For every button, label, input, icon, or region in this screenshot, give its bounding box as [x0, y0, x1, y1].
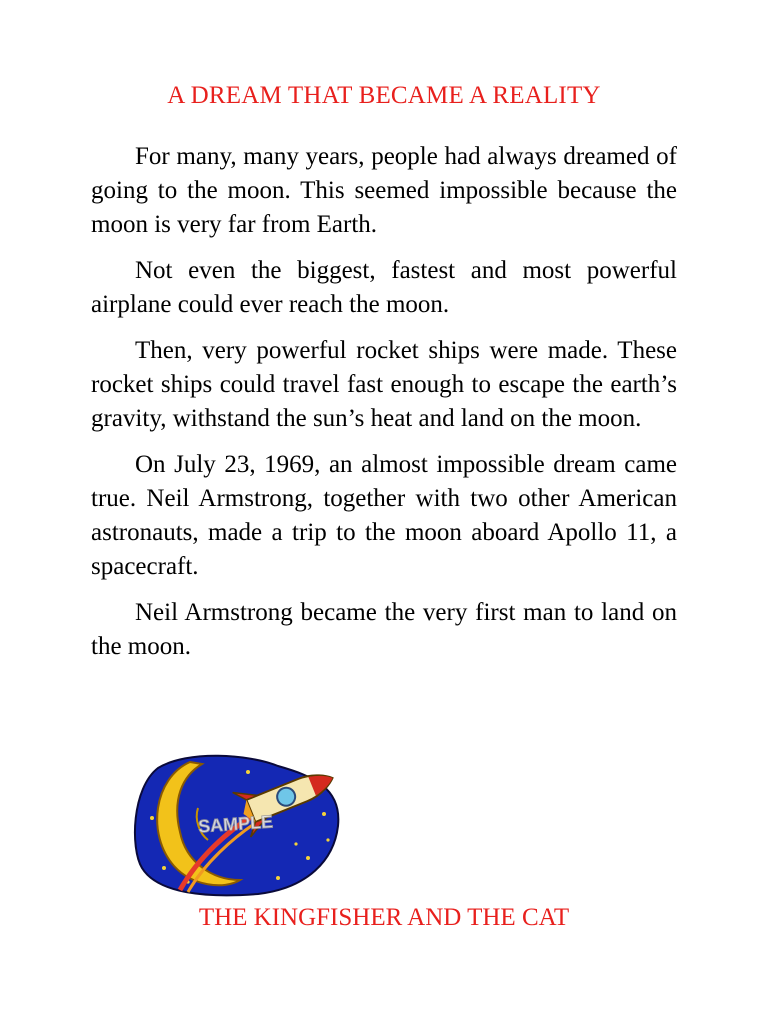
story-title: A DREAM THAT BECAME A REALITY — [167, 82, 601, 109]
paragraph-4: On July 23, 1969, an almost impossible dream came true. Neil Armstrong, together with two other American astronauts, made a trip to the moon aboard Apollo 11, a spacecraft. — [91, 451, 677, 580]
next-story-title: THE KINGFISHER AND THE CAT — [198, 904, 570, 931]
paragraph-5: Neil Armstrong became the very first man to land on the moon. — [91, 599, 677, 660]
paragraph-3: Then, very powerful rocket ships were made. These rocket ships could travel fast enough to escape the earth’s gravity, withstand the sun’s heat and land on the moon. — [91, 337, 677, 432]
moon-rocket-clipart — [128, 748, 344, 898]
story-body — [91, 140, 677, 676]
paragraph-1: For many, many years, people had always dreamed of going to the moon. This seemed impossible because the moon is very far from Earth. — [91, 143, 677, 238]
sample-watermark: SAMPLE — [197, 811, 274, 837]
paragraph-2: Not even the biggest, fastest and most powerful airplane could ever reach the moon. — [91, 257, 677, 318]
